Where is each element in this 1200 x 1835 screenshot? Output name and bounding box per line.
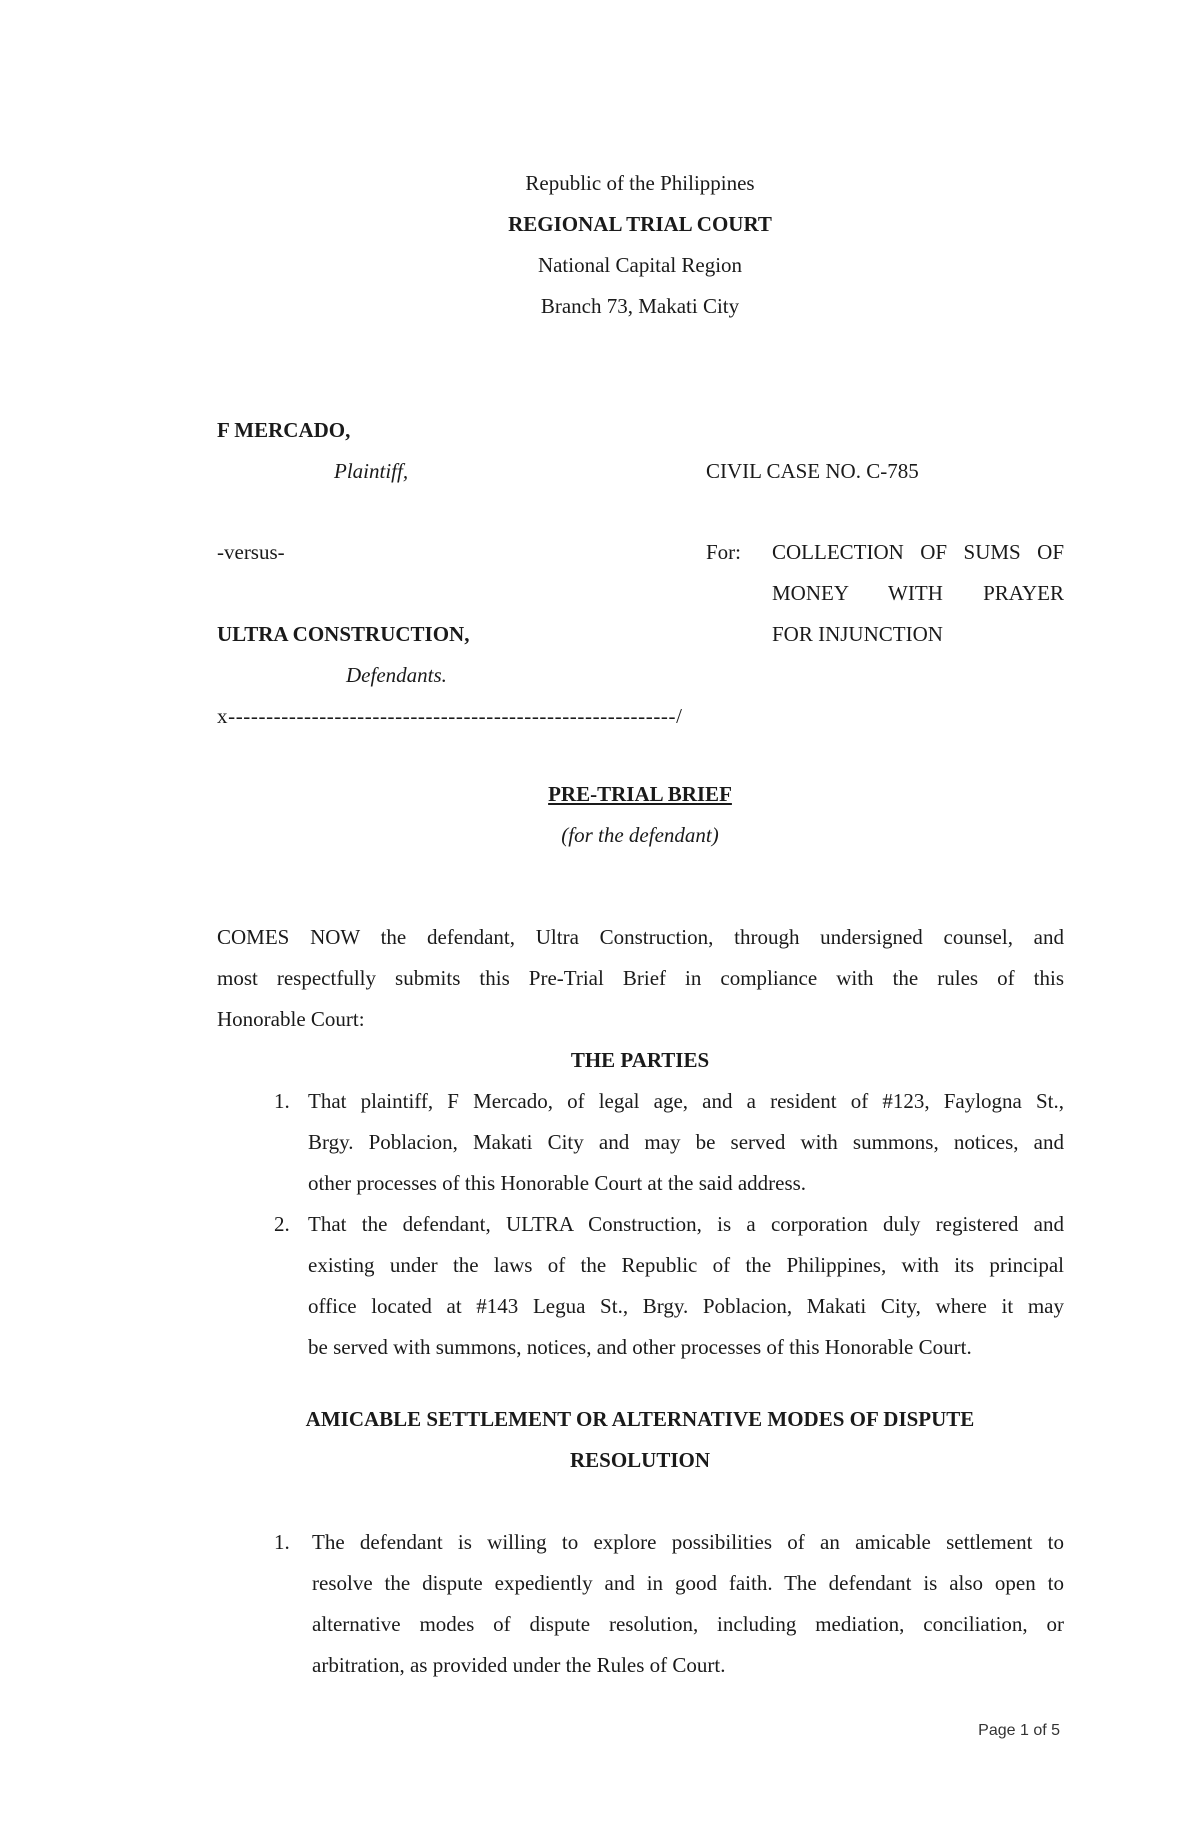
list-line: arbitration, as provided under the Rules of Court. (312, 1653, 726, 1677)
list-line: other processes of this Honorable Court at the said address. (308, 1171, 807, 1195)
list-line: The defendant is willing to explore possibilities of an amicable settlement to (312, 1530, 1064, 1554)
header-court: REGIONAL TRIAL COURT (508, 212, 772, 236)
document-subtitle: (for the defendant) (561, 823, 719, 847)
list-line: existing under the laws of the Republic of the Philippines, with its principal (308, 1253, 1064, 1277)
settlement-item-1 (274, 1522, 1064, 1686)
intro-line: COMES NOW the defendant, Ultra Construction, through undersigned counsel, and (217, 925, 1064, 949)
case-nature-line-2: MONEY WITH PRAYER (772, 581, 1064, 605)
list-line: be served with summons, notices, and other processes of this Honorable Court. (308, 1335, 972, 1359)
list-item-text (312, 1522, 1064, 1686)
list-number: 2. (274, 1212, 290, 1236)
intro-line: Honorable Court: (217, 1007, 365, 1031)
header-region: National Capital Region (537, 253, 743, 277)
list-item-text (308, 1204, 1064, 1368)
caption-separator: x-----------------------------------------------------------/ (217, 704, 683, 728)
header-republic: Republic of the Philippines (525, 171, 755, 195)
list-line: resolve the dispute expediently and in good faith. The defendant is also open to (312, 1571, 1064, 1595)
plaintiff-role: Plaintiff, (334, 459, 409, 483)
defendant-role: Defendants. (346, 663, 447, 687)
intro-paragraph (217, 917, 1064, 1040)
case-nature-line-1: COLLECTION OF SUMS OF (772, 540, 1064, 564)
defendant-name: ULTRA CONSTRUCTION, (217, 622, 470, 646)
list-line: Brgy. Poblacion, Makati City and may be served with summons, notices, and (308, 1130, 1064, 1154)
intro-line: most respectfully submits this Pre-Trial Brief in compliance with the rules of this (217, 966, 1064, 990)
settlement-heading-line-1: AMICABLE SETTLEMENT OR ALTERNATIVE MODES OF DISPUTE (305, 1407, 975, 1431)
for-label: For: (706, 540, 742, 564)
list-line: That plaintiff, F Mercado, of legal age, and a resident of #123, Faylogna St., (308, 1089, 1064, 1113)
list-line: office located at #143 Legua St., Brgy. Poblacion, Makati City, where it may (308, 1294, 1064, 1318)
document-title: PRE-TRIAL BRIEF (548, 782, 732, 806)
page-number: Page 1 of 5 (978, 1722, 1060, 1739)
list-number: 1. (274, 1089, 290, 1113)
parties-item-1 (274, 1081, 1064, 1204)
list-item-text (308, 1081, 1064, 1204)
header-branch: Branch 73, Makati City (540, 294, 740, 318)
versus-label: -versus- (217, 540, 285, 564)
list-line: That the defendant, ULTRA Construction, is a corporation duly registered and (308, 1212, 1064, 1236)
settlement-heading-line-2: RESOLUTION (569, 1448, 711, 1472)
parties-heading: THE PARTIES (570, 1048, 710, 1072)
list-line: alternative modes of dispute resolution, including mediation, conciliation, or (312, 1612, 1064, 1636)
list-number: 1. (274, 1530, 290, 1554)
parties-item-2 (274, 1204, 1064, 1368)
case-number: CIVIL CASE NO. C-785 (706, 459, 919, 483)
case-nature-line-3: FOR INJUNCTION (772, 622, 943, 646)
plaintiff-name: F MERCADO, (217, 418, 351, 442)
